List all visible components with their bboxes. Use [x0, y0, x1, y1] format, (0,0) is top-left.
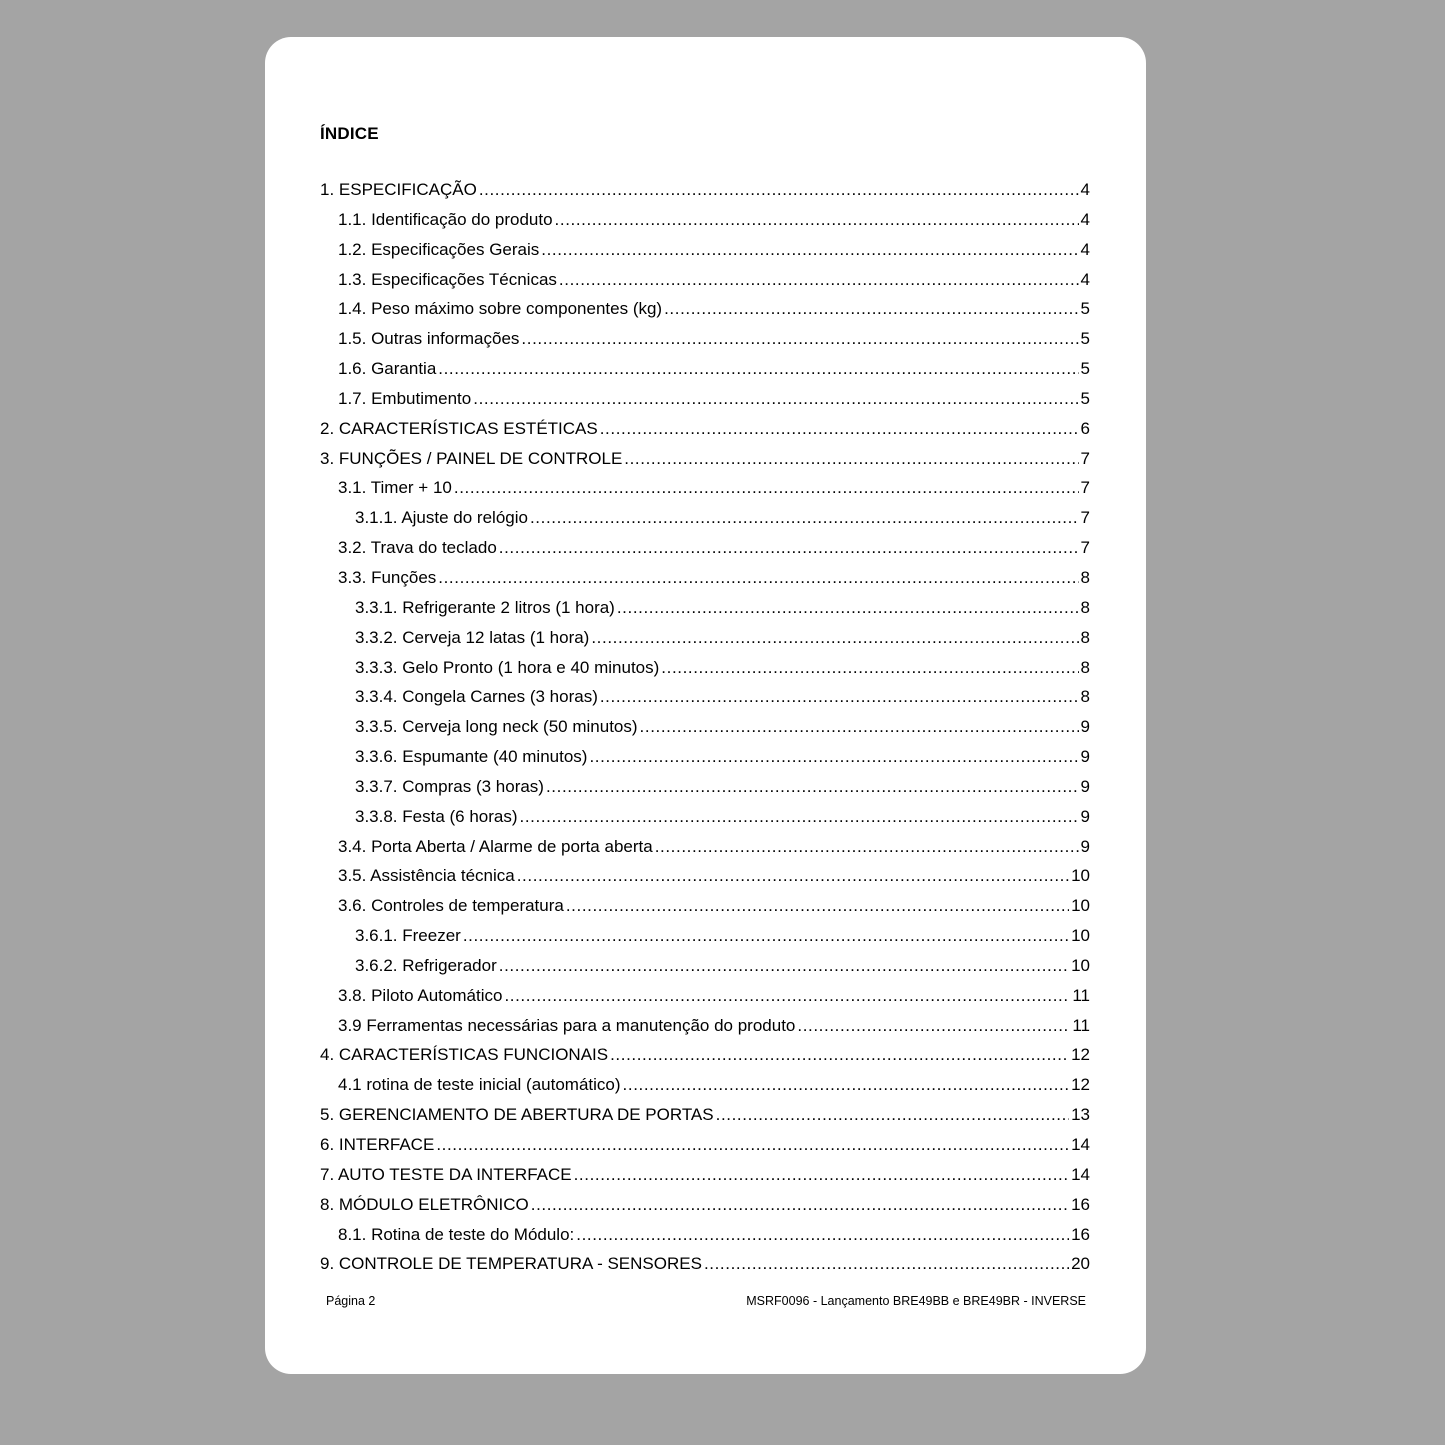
toc-entry-page-number: 9	[1080, 717, 1090, 737]
toc-dot-leader	[541, 235, 1078, 265]
toc-entry-label: 1.6. Garantia	[338, 359, 437, 379]
toc-dot-leader	[438, 354, 1078, 384]
toc-entry[interactable]	[320, 981, 1090, 1011]
toc-entry-label: 3.4. Porta Aberta / Alarme de porta aberta	[338, 836, 653, 856]
toc-dot-leader	[499, 951, 1069, 981]
toc-entry-page-number: 8	[1080, 567, 1090, 587]
toc-entry-label: 1. ESPECIFICAÇÃO	[320, 180, 477, 199]
toc-entry[interactable]	[320, 175, 1090, 205]
toc-entry[interactable]	[320, 1220, 1090, 1250]
toc-entry-label: 1.2. Especificações Gerais	[338, 239, 540, 259]
footer-doc-reference: MSRF0096 - Lançamento BRE49BB e BRE49BR - INVERSE	[746, 1294, 1086, 1308]
toc-entry[interactable]	[320, 653, 1090, 683]
toc-entry-label: 3. FUNÇÕES / PAINEL DE CONTROLE	[320, 448, 623, 468]
toc-dot-leader	[531, 1190, 1069, 1220]
toc-entry-page-number: 8	[1080, 687, 1090, 707]
toc-dot-leader	[566, 891, 1069, 921]
toc-entry-label: 3.6. Controles de temperatura	[338, 896, 564, 916]
toc-entry-page-number: 11	[1072, 985, 1090, 1005]
toc-entry[interactable]	[320, 354, 1090, 384]
toc-entry-page-number: 10	[1071, 896, 1090, 916]
toc-entry[interactable]	[320, 951, 1090, 981]
toc-entry[interactable]	[320, 563, 1090, 593]
toc-entry[interactable]	[320, 205, 1090, 235]
toc-entry-label: 4.1 rotina de teste inicial (automático)	[338, 1075, 621, 1095]
toc-entry-page-number: 11	[1072, 1015, 1090, 1035]
toc-entry[interactable]	[320, 235, 1090, 265]
toc-entry-label: 3.3.6. Espumante (40 minutos)	[355, 747, 588, 767]
toc-entry-page-number: 10	[1071, 926, 1090, 946]
toc-entry[interactable]	[320, 712, 1090, 742]
toc-entry-page-number: 5	[1080, 359, 1090, 379]
toc-entry-label: 1.1. Identificação do produto	[338, 209, 553, 229]
toc-entry-page-number: 4	[1080, 180, 1090, 199]
toc-dot-leader	[499, 533, 1079, 563]
toc-entry[interactable]	[320, 1190, 1090, 1220]
toc-dot-leader	[454, 473, 1079, 503]
toc-entry-label: 3.3.1. Refrigerante 2 litros (1 hora)	[355, 597, 615, 617]
toc-entry-label: 3.3. Funções	[338, 567, 437, 587]
toc-dot-leader	[716, 1100, 1069, 1130]
toc-dot-leader	[661, 653, 1078, 683]
toc-dot-leader	[517, 861, 1069, 891]
toc-entry-label: 1.3. Especificações Técnicas	[338, 269, 557, 289]
toc-entry[interactable]	[320, 1040, 1090, 1070]
toc-entry-page-number: 7	[1080, 478, 1090, 498]
toc-entry-page-number: 5	[1080, 299, 1090, 319]
toc-entry[interactable]	[320, 265, 1090, 295]
toc-entry[interactable]	[320, 1070, 1090, 1100]
toc-dot-leader	[521, 324, 1078, 354]
toc-entry-page-number: 16	[1071, 1194, 1090, 1214]
toc-entry-label: 3.1. Timer + 10	[338, 478, 452, 498]
toc-dot-leader	[574, 1160, 1069, 1190]
toc-entry-label: 8. MÓDULO ELETRÔNICO	[320, 1194, 529, 1214]
toc-entry-page-number: 5	[1080, 388, 1090, 408]
table-of-contents	[320, 175, 1090, 1279]
toc-entry-page-number: 8	[1080, 597, 1090, 617]
toc-entry[interactable]	[320, 742, 1090, 772]
toc-entry-label: 3.8. Piloto Automático	[338, 985, 503, 1005]
toc-entry[interactable]	[320, 533, 1090, 563]
toc-entry-page-number: 5	[1080, 329, 1090, 349]
toc-entry-page-number: 7	[1080, 538, 1090, 558]
toc-entry-label: 3.9 Ferramentas necessárias para a manutenção do produto	[338, 1015, 796, 1035]
toc-entry[interactable]	[320, 623, 1090, 653]
footer-page-label: Página 2	[326, 1294, 376, 1308]
toc-entry-label: 5. GERENCIAMENTO DE ABERTURA DE PORTAS	[320, 1105, 714, 1125]
toc-entry[interactable]	[320, 414, 1090, 444]
toc-entry[interactable]	[320, 503, 1090, 533]
toc-entry[interactable]	[320, 1130, 1090, 1160]
toc-entry-label: 6. INTERFACE	[320, 1135, 435, 1154]
toc-entry-page-number: 13	[1071, 1105, 1090, 1125]
toc-entry-label: 3.3.2. Cerveja 12 latas (1 hora)	[355, 627, 590, 647]
toc-entry-page-number: 8	[1080, 627, 1090, 647]
toc-entry-label: 1.4. Peso máximo sobre componentes (kg)	[338, 299, 663, 319]
toc-entry-label: 3.3.4. Congela Carnes (3 horas)	[355, 687, 598, 707]
toc-entry-page-number: 14	[1071, 1164, 1090, 1184]
toc-entry-page-number: 8	[1080, 657, 1090, 677]
toc-entry[interactable]	[320, 861, 1090, 891]
toc-entry[interactable]	[320, 1249, 1090, 1279]
toc-entry-label: 3.3.5. Cerveja long neck (50 minutos)	[355, 717, 638, 737]
toc-entry-label: 3.3.3. Gelo Pronto (1 hora e 40 minutos)	[355, 657, 660, 677]
toc-entry-page-number: 12	[1071, 1075, 1090, 1095]
toc-dot-leader	[530, 503, 1079, 533]
toc-entry[interactable]	[320, 682, 1090, 712]
toc-dot-leader	[623, 1070, 1070, 1100]
toc-entry[interactable]	[320, 1160, 1090, 1190]
toc-dot-leader	[438, 563, 1078, 593]
toc-entry-page-number: 9	[1080, 806, 1090, 826]
toc-entry-page-number: 16	[1071, 1224, 1090, 1244]
toc-entry[interactable]	[320, 324, 1090, 354]
toc-entry-page-number: 9	[1080, 836, 1090, 856]
page-title: ÍNDICE	[320, 124, 379, 143]
toc-dot-leader	[555, 205, 1079, 235]
toc-entry-label: 8.1. Rotina de teste do Módulo:	[338, 1224, 575, 1244]
toc-entry-page-number: 4	[1080, 209, 1090, 229]
toc-dot-leader	[520, 802, 1079, 832]
toc-dot-leader	[704, 1249, 1069, 1279]
toc-entry-page-number: 7	[1080, 508, 1090, 528]
toc-entry-page-number: 9	[1080, 747, 1090, 767]
toc-dot-leader	[664, 294, 1078, 324]
toc-entry-page-number: 4	[1080, 269, 1090, 289]
toc-entry-page-number: 7	[1080, 448, 1090, 468]
toc-entry[interactable]	[320, 1011, 1090, 1041]
toc-entry[interactable]	[320, 473, 1090, 503]
toc-entry-label: 2. CARACTERÍSTICAS ESTÉTICAS	[320, 418, 598, 438]
toc-entry-label: 3.3.7. Compras (3 horas)	[355, 776, 544, 796]
toc-dot-leader	[591, 623, 1078, 653]
toc-entry-label: 7. AUTO TESTE DA INTERFACE	[320, 1164, 572, 1184]
toc-entry[interactable]	[320, 444, 1090, 474]
toc-entry-page-number: 12	[1071, 1045, 1090, 1065]
toc-entry-label: 3.6.2. Refrigerador	[355, 955, 497, 975]
toc-dot-leader	[576, 1220, 1069, 1250]
toc-entry-label: 9. CONTROLE DE TEMPERATURA - SENSORES	[320, 1254, 702, 1274]
toc-entry[interactable]	[320, 593, 1090, 623]
toc-entry-label: 1.5. Outras informações	[338, 329, 520, 349]
toc-entry-page-number: 9	[1080, 776, 1090, 796]
toc-dot-leader	[436, 1130, 1069, 1160]
toc-entry-label: 3.2. Trava do teclado	[338, 538, 497, 558]
toc-entry-label: 3.1.1. Ajuste do relógio	[355, 508, 528, 528]
toc-entry[interactable]	[320, 832, 1090, 862]
toc-dot-leader	[479, 175, 1079, 205]
toc-entry-page-number: 4	[1080, 239, 1090, 259]
toc-dot-leader	[624, 444, 1078, 474]
toc-entry-page-number: 14	[1071, 1135, 1090, 1154]
toc-dot-leader	[589, 742, 1078, 772]
toc-entry-page-number: 10	[1071, 955, 1090, 975]
toc-dot-leader	[617, 593, 1079, 623]
toc-entry-label: 1.7. Embutimento	[338, 388, 472, 408]
toc-dot-leader	[504, 981, 1070, 1011]
toc-entry[interactable]	[320, 802, 1090, 832]
toc-dot-leader	[463, 921, 1069, 951]
toc-entry-page-number: 10	[1071, 866, 1090, 886]
toc-entry-label: 3.3.8. Festa (6 horas)	[355, 806, 518, 826]
toc-entry[interactable]	[320, 772, 1090, 802]
toc-entry[interactable]	[320, 921, 1090, 951]
toc-dot-leader	[600, 682, 1079, 712]
toc-entry[interactable]	[320, 384, 1090, 414]
toc-dot-leader	[655, 832, 1079, 862]
toc-entry-label: 4. CARACTERÍSTICAS FUNCIONAIS	[320, 1045, 609, 1065]
toc-dot-leader	[473, 384, 1078, 414]
toc-dot-leader	[640, 712, 1079, 742]
toc-dot-leader	[600, 414, 1079, 444]
toc-dot-leader	[559, 265, 1079, 295]
toc-entry-page-number: 6	[1080, 418, 1090, 438]
toc-entry[interactable]	[320, 891, 1090, 921]
toc-dot-leader	[610, 1040, 1069, 1070]
document-page	[265, 37, 1146, 1374]
toc-entry[interactable]	[320, 1100, 1090, 1130]
toc-entry-page-number: 20	[1071, 1254, 1090, 1274]
toc-dot-leader	[546, 772, 1079, 802]
toc-entry-label: 3.6.1. Freezer	[355, 926, 461, 946]
toc-entry[interactable]	[320, 294, 1090, 324]
toc-dot-leader	[797, 1011, 1070, 1041]
toc-entry-label: 3.5. Assistência técnica	[338, 866, 515, 886]
